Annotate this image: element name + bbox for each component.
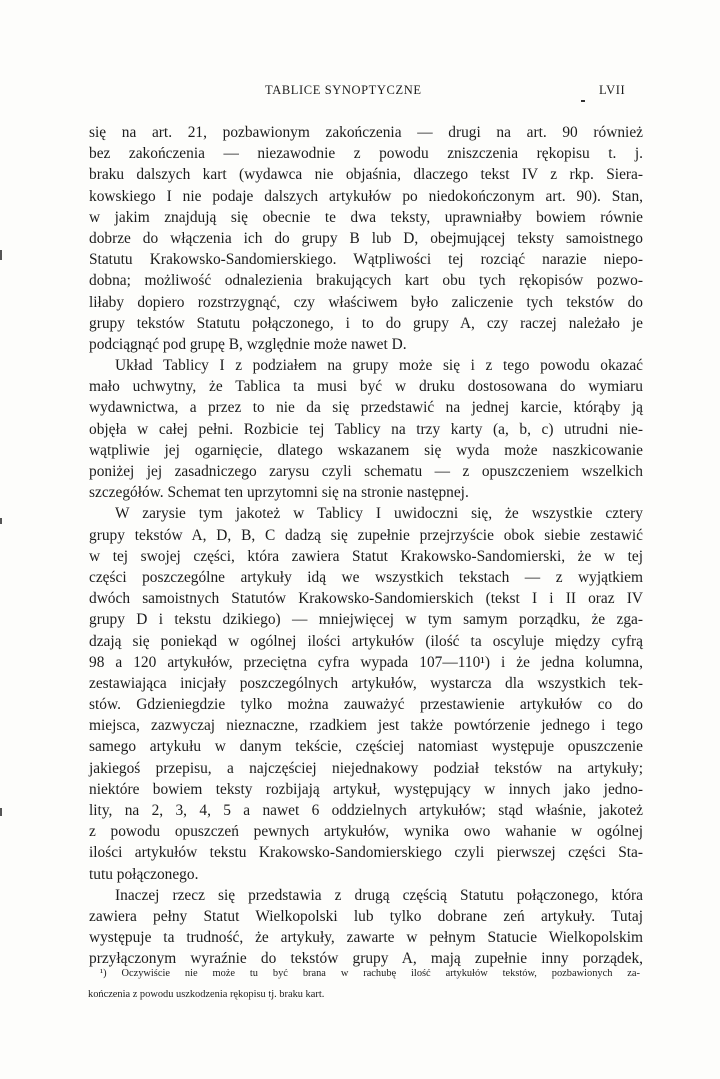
text-line: tutu połączonego. [89,865,199,883]
text-line: grupy tekstów Statutu połączonego, i to do grupy A, czy raczej należało je [89,314,643,332]
text-line: bez zakończenia — niezawodnie z powodu zniszczenia rękopisu t. j. [89,145,643,163]
text-line: się na art. 21, pozbawionym zakończenia — drugi na art. 90 również [89,124,643,141]
text-line: samego artykułu w danym tekście, częściej natomiast występuje opuszczenie [89,738,643,756]
text-line: 98 a 120 artykułów, przeciętna cyfra wypada 107—110¹) i że jedna kolumna, [89,653,643,671]
text-line: grupy D i tekstu dzikiego) — mniejwięcej w tym samym porządku, że zga- [89,611,643,629]
text-line: stów. Gdzieniegdzie tylko można zauważyć przestawienie artykułów co do [89,696,643,714]
scan-edge-mark [0,250,2,260]
text-line: ilości artykułów tekstu Krakowsko-Sandomierskiego czyli pierwszej części Sta- [89,844,643,862]
text-line: występuje ta trudność, że artykuły, zawarte w pełnym Statucie Wielkopolskim [89,929,643,947]
text-line: wydawnictwa, a przez to nie da się przedstawić na jednej karcie, którąby ją [89,399,643,417]
footnote-line: ¹) Oczywiście nie może tu być brana w rachubę ilość artykułów tekstów, pozbawionych za- [100,968,640,979]
text-line: zestawiająca inicjały poszczególnych artykułów, wystarcza dla wszystkich tek- [89,674,643,692]
text-line: objęła w całej pełni. Rozbicie tej Tablicy na trzy karty (a, b, c) utrudni nie- [89,420,643,438]
footnote [88,963,640,1005]
text-line: mało uchwytny, że Tablica ta musi być w druku dostosowana do wymiaru [89,378,643,396]
running-title: TABLICE SYNOPTYCZNE [265,83,422,97]
page-number: LVII [599,83,626,97]
text-line: z powodu opuszczeń pewnych artykułów, wynika owo wahanie w ogólnej [89,823,643,841]
text-line: liłaby dopiero rozstrzygnąć, czy właściwem było zaliczenie tych tekstów do [89,293,643,311]
text-line: w jakim znajdują się obecnie te dwa teksty, uprawniałby bowiem równie [89,208,643,226]
scan-edge-mark [0,518,2,524]
text-line: Inaczej rzecz się przedstawia z drugą częścią Statutu połączonego, która [115,886,643,904]
text-line: szczegółów. Schemat ten uprzytomni się na stronie następnej. [89,484,469,502]
text-line: Układ Tablicy I z podziałem na grupy może się i z tego powodu okazać [115,357,643,375]
footnote-line: kończenia z powodu uszkodzenia rękopisu tj. braku kart. [88,989,325,1000]
paragraph [89,122,643,355]
text-line: niektóre bowiem teksty rozbijają artykuł, występujący w innych jako jedno- [89,780,643,798]
text-line: zawiera pełny Statut Wielkopolski lub tylko dobrane zeń artykuły. Tutaj [89,907,643,925]
text-line: dzają się poniekąd w ogólnej ilości artykułów (ilość ta oscyluje między cyfrą [89,632,643,650]
printer-mark [581,100,585,102]
paragraph [89,885,643,970]
text-line: dwóch samoistnych Statutów Krakowsko-Sandomierskich (tekst I i II oraz IV [89,590,643,608]
paragraph [89,503,643,884]
text-line: jakiegoś przepisu, a najczęściej niejednakowy podział tekstów na artykuły; [89,759,643,777]
text-line: części poszczególne artykuły idą we wszystkich tekstach — z wyjątkiem [89,568,643,586]
text-line: miejsca, zazwyczaj nieznaczne, rzadkiem jest także powtórzenie jednego i tego [89,717,643,735]
text-line: w tej swojej części, która zawiera Statut Krakowsko-Sandomierski, że w tej [89,547,643,565]
text-line: lity, na 2, 3, 4, 5 a nawet 6 oddzielnych artykułów; stąd właśnie, jakoteż [89,802,643,819]
text-line: przyłączonym wyraźnie do tekstów grupy A, mają zupełnie inny porządek, [89,950,643,968]
text-line: grupy tekstów A, D, B, C dadzą się zupełnie przejrzyście obok siebie zestawić [89,526,643,544]
text-line: podciągnąć pod grupę B, względnie może nawet D. [89,335,407,353]
paragraph [89,355,643,503]
text-line: kowskiego I nie podaje dalszych artykułów po niedokończonym art. 90). Stan, [89,187,643,205]
text-line: Statutu Krakowsko-Sandomierskiego. Wątpliwości tej rozciąć narazie niepo- [89,251,643,269]
text-line: braku dalszych kart (wydawca nie objaśnia, dlaczego tekst IV z rkp. Siera- [89,166,643,184]
text-line: dobna; możliwość odnalezienia brakujących kart obu tych rękopisów pozwo- [89,272,643,290]
scan-edge-mark [0,808,2,816]
text-line: W zarysie tym jakoteż w Tablicy I uwidoczni się, że wszystkie cztery [115,505,643,523]
text-line: dobrze do włączenia ich do grupy B lub D, obejmującej teksty samoistnego [89,229,643,247]
text-line: wątpliwie jej ogarnięcie, dlatego wskazanem się wyda może naszkicowanie [89,441,643,459]
body-text [89,122,643,970]
text-line: poniżej jej zasadniczego zarysu czyli schematu — z opuszczeniem wszelkich [89,463,643,480]
running-header [0,83,720,105]
